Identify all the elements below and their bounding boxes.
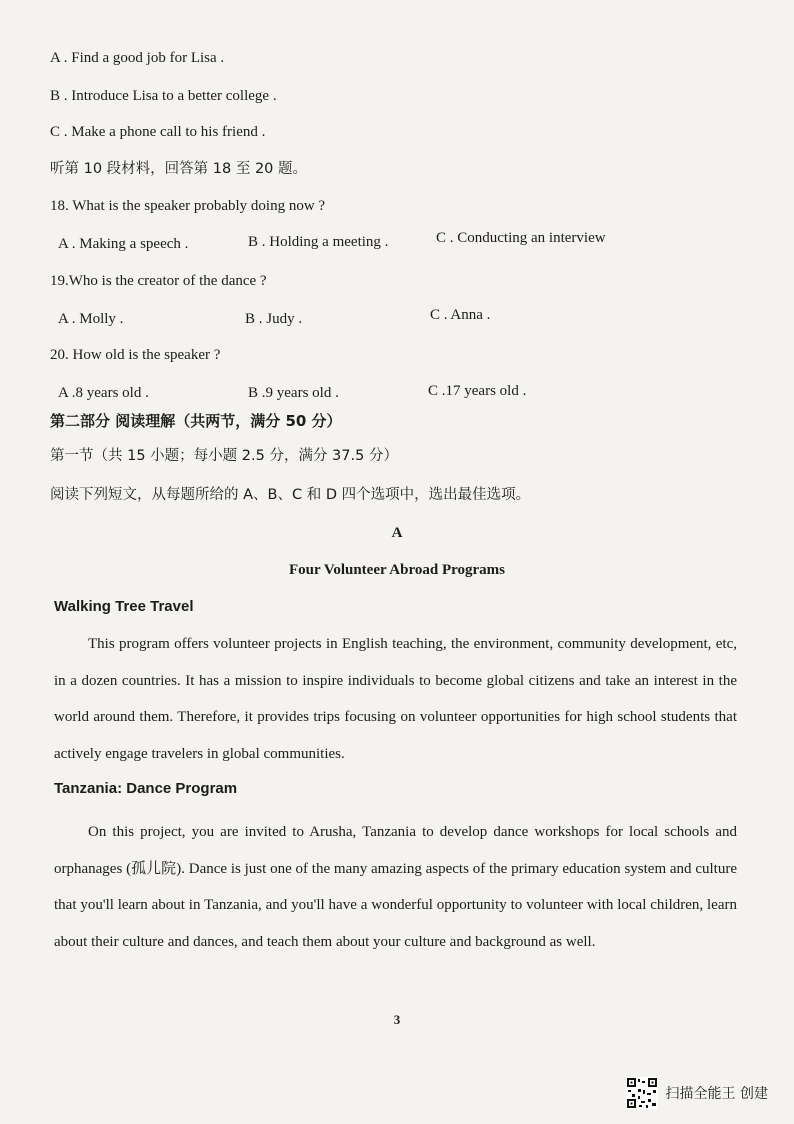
- paragraph-tanzania: On this project, you are invited to Arusha, Tanzania to develop dance workshops for local schools and orphanages (孤儿院). Dance is just one of the many amazing aspects of the primary education system and culture that you'll learn about in Tanzania, and you'll have a wonderful opportunity to volunteer with local children, learn about their culture and dances, and teach them about your culture and background as well.: [54, 824, 737, 950]
- section-heading-tanzania: Tanzania: Dance Program: [54, 780, 238, 797]
- question-18-option-c: C . Conducting an interview: [436, 230, 606, 246]
- paragraph-walking-tree: This program offers volunteer projects in English teaching, the environment, community development, etc, in a dozen countries. It has a mission to inspire individuals to become global citizens and take an interest in the world around them. Therefore, it provides trips focusing on volunteer opportunities for high school students that actively engage travelers in global communities.: [54, 636, 737, 762]
- scanner-credit: 扫描全能王 创建: [665, 1086, 768, 1102]
- section-heading-walking-tree: Walking Tree Travel: [54, 598, 194, 615]
- listening-instruction: 听第 10 段材料，回答第 18 至 20 题。: [50, 161, 308, 177]
- part-two-title: 第二部分 阅读理解（共两节，满分 50 分）: [50, 412, 342, 430]
- question-19-stem: 19.Who is the creator of the dance ?: [50, 273, 267, 289]
- passage-label: A: [391, 525, 403, 541]
- question-18-stem: 18. What is the speaker probably doing now ?: [50, 198, 326, 214]
- section-one-title: 第一节（共 15 小题；每小题 2.5 分，满分 37.5 分）: [50, 448, 398, 464]
- scanner-watermark: [626, 1076, 768, 1110]
- question-20-option-b: B .9 years old .: [248, 385, 339, 401]
- option-17c: C . Make a phone call to his friend .: [50, 124, 266, 140]
- question-20-stem: 20. How old is the speaker ?: [50, 347, 221, 363]
- question-20-option-c: C .17 years old .: [428, 383, 527, 399]
- question-19-option-a: A . Molly .: [58, 311, 124, 327]
- page-number: 3: [393, 1012, 401, 1027]
- question-20-option-a: A .8 years old .: [58, 385, 149, 401]
- question-18-option-a: A . Making a speech .: [58, 236, 189, 252]
- question-19-option-c: C . Anna .: [430, 307, 491, 323]
- question-19-option-b: B . Judy .: [245, 311, 303, 327]
- reading-instruction: 阅读下列短文，从每题所给的 A、B、C 和 D 四个选项中，选出最佳选项。: [50, 487, 531, 503]
- option-17b: B . Introduce Lisa to a better college .: [50, 88, 277, 104]
- qr-code-icon: [626, 1077, 658, 1109]
- passage-title: Four Volunteer Abroad Programs: [289, 562, 505, 578]
- question-18-option-b: B . Holding a meeting .: [248, 234, 389, 250]
- option-17a: A . Find a good job for Lisa .: [50, 50, 225, 66]
